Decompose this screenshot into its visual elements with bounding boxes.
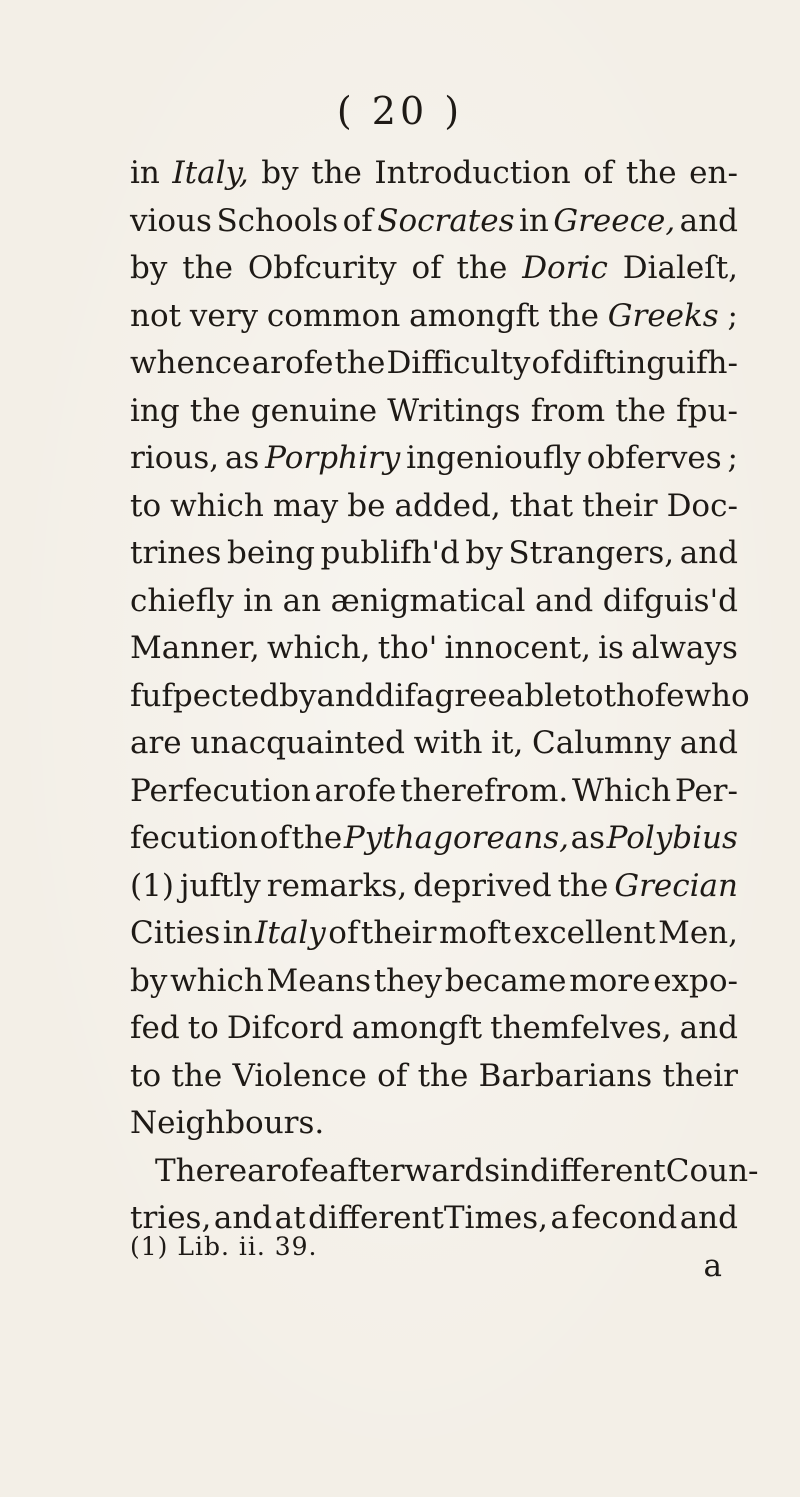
word: they [373, 962, 443, 999]
word: trines [130, 535, 222, 571]
word: in [130, 155, 160, 191]
word: from [530, 392, 606, 429]
text-line [130, 1148, 759, 1196]
word: Schools [216, 202, 339, 239]
word: Neighbours. [130, 1105, 325, 1141]
word: whence [130, 345, 251, 381]
word: Greece, [553, 202, 676, 239]
word: are [130, 725, 182, 761]
word: remarks, [266, 867, 408, 904]
word: their [662, 1057, 738, 1094]
word: publifh'd [320, 535, 460, 571]
text-line [130, 150, 738, 198]
word: ænigmatical [330, 582, 526, 619]
word: an [282, 582, 322, 619]
word: added, [394, 487, 501, 524]
word: as [570, 820, 606, 856]
word: and [679, 1010, 738, 1046]
word: Pythagoreans, [343, 820, 570, 856]
text-line [130, 863, 738, 911]
word: with [413, 725, 483, 761]
word: fed [130, 1010, 180, 1046]
word: more [569, 962, 651, 999]
text-line [130, 720, 738, 768]
word: in [500, 1152, 531, 1189]
word: the [417, 1057, 469, 1094]
word: who [684, 677, 750, 714]
text-line [130, 910, 738, 958]
text-line [130, 293, 738, 341]
word: rious, [130, 440, 220, 476]
word: differentTimes, [308, 1200, 548, 1236]
word: tho' [377, 630, 438, 666]
word: the [291, 820, 343, 856]
word: (1) [130, 867, 174, 904]
word: ingenioufly [406, 440, 581, 476]
word: Introduction [374, 155, 571, 191]
text-line [130, 578, 738, 626]
word: fecution [130, 820, 259, 856]
word: as [224, 440, 260, 476]
word: Difficulty [386, 345, 531, 381]
word: juftly [179, 867, 261, 904]
word: Socrates [377, 202, 515, 239]
text-line [130, 198, 738, 246]
page-number: ( 20 ) [336, 89, 464, 133]
text-line [130, 815, 738, 863]
word: by [261, 155, 299, 191]
word: to [130, 487, 162, 524]
word: the [615, 392, 667, 429]
word: amongft [351, 1010, 483, 1046]
word: moft [438, 915, 511, 951]
word: afterwards [328, 1152, 501, 1189]
word: by [279, 677, 317, 714]
word: difguis'd [602, 582, 738, 619]
word: to [187, 1010, 219, 1046]
word: deprived [413, 867, 552, 904]
word: and [679, 202, 738, 239]
word: the [189, 392, 241, 429]
word: Greeks [607, 297, 719, 334]
text-line [130, 340, 738, 388]
word: genuine [250, 392, 378, 429]
word: of [583, 155, 614, 191]
word: fufpected [130, 677, 280, 714]
text-line [130, 483, 738, 531]
word: the [334, 345, 386, 381]
word: diftinguifh- [562, 345, 738, 381]
word: and [679, 1200, 738, 1236]
word: Doc- [666, 487, 738, 524]
word: differentCoun- [530, 1152, 759, 1189]
word: a [550, 1200, 569, 1236]
word: Polybius [606, 820, 738, 856]
word: always [631, 630, 738, 666]
word: the [456, 250, 508, 286]
word: of [259, 820, 290, 856]
word: and [679, 725, 738, 761]
word: chiefly [130, 582, 234, 619]
word: tries, [130, 1200, 212, 1236]
text-line [130, 1005, 738, 1053]
word: by [130, 250, 168, 286]
word: fecond [571, 1200, 678, 1236]
word: Cities [130, 915, 221, 951]
word: ; [727, 297, 738, 334]
word: in [518, 202, 549, 239]
word: and [679, 535, 738, 571]
word: which [170, 962, 264, 999]
word: and [316, 677, 375, 714]
word: Writings [387, 392, 521, 429]
word: en- [689, 155, 738, 191]
text-line [130, 530, 738, 578]
word: Manner, [130, 630, 260, 666]
word: Strangers, [508, 535, 675, 571]
word: vious [130, 202, 212, 239]
text-line [130, 1053, 738, 1101]
word: innocent, [444, 630, 591, 666]
text-line [130, 245, 738, 293]
word: Per- [674, 772, 738, 809]
word: that [509, 487, 574, 524]
word: ; [727, 440, 738, 476]
word: Doric [522, 250, 608, 286]
word: expo- [653, 962, 738, 999]
word: fpu- [676, 392, 738, 429]
word: in [243, 582, 274, 619]
word: of [411, 250, 442, 286]
word: at [274, 1200, 306, 1236]
word: Perfecution [130, 772, 311, 809]
text-line [130, 1100, 738, 1148]
word: Italy [255, 915, 326, 951]
word: became [444, 962, 567, 999]
word: therefrom. [400, 772, 569, 809]
text-line [130, 768, 738, 816]
text-line [130, 673, 750, 721]
word: their [582, 487, 658, 524]
word: amongft [409, 297, 540, 334]
word: Obfcurity [247, 250, 397, 286]
word: Means [266, 962, 371, 999]
word: excellent [513, 915, 656, 951]
word: difagreeable [374, 677, 573, 714]
text-line [130, 958, 738, 1006]
word: which [170, 487, 264, 524]
word: their [360, 915, 437, 951]
word: common [266, 297, 401, 334]
word: may [272, 487, 339, 524]
word: ing [130, 392, 180, 429]
footnote: (1) Lib. ii. 39. [130, 1232, 318, 1261]
word: be [347, 487, 386, 524]
word: in [222, 915, 253, 951]
word: Barbarians [478, 1057, 653, 1094]
word: obferves [586, 440, 722, 476]
word: arofe [251, 345, 334, 381]
word: the [182, 250, 234, 286]
word: the [548, 297, 599, 334]
word: not [130, 297, 182, 334]
word: arofe [314, 772, 397, 809]
word: the [171, 1057, 223, 1094]
word: Men, [658, 915, 738, 951]
word: very [189, 297, 259, 334]
word: by [465, 535, 503, 571]
word: a [703, 1247, 722, 1284]
word: arofe [247, 1152, 329, 1189]
word: Which [572, 772, 672, 809]
word: thofe [603, 677, 685, 714]
word: the [557, 867, 609, 904]
word: and [534, 582, 594, 619]
word: of [328, 915, 359, 951]
word: Difcord [226, 1010, 344, 1046]
word: which, [266, 630, 371, 666]
word: and [213, 1200, 273, 1236]
text-line [130, 625, 738, 673]
word: There [155, 1152, 248, 1189]
text-line [130, 388, 738, 436]
body-text [130, 150, 759, 1290]
word: of [377, 1057, 408, 1094]
word: the [625, 155, 677, 191]
word: it, [491, 725, 524, 761]
word: Italy, [172, 155, 249, 191]
word: is [598, 630, 624, 666]
word: to [572, 677, 604, 714]
word: the [311, 155, 362, 191]
word: being [227, 535, 315, 571]
word: Grecian [614, 867, 738, 904]
word: Dialeſt, [622, 250, 738, 286]
word: unacquainted [190, 725, 405, 761]
word: Violence [232, 1057, 367, 1094]
word: to [130, 1057, 162, 1094]
text-line [130, 435, 738, 483]
word: themfelves, [490, 1010, 672, 1046]
word: of [342, 202, 373, 239]
word: Calumny [532, 725, 672, 761]
word: Porphiry [265, 440, 401, 476]
word: of [531, 345, 562, 381]
word: by [130, 962, 168, 999]
